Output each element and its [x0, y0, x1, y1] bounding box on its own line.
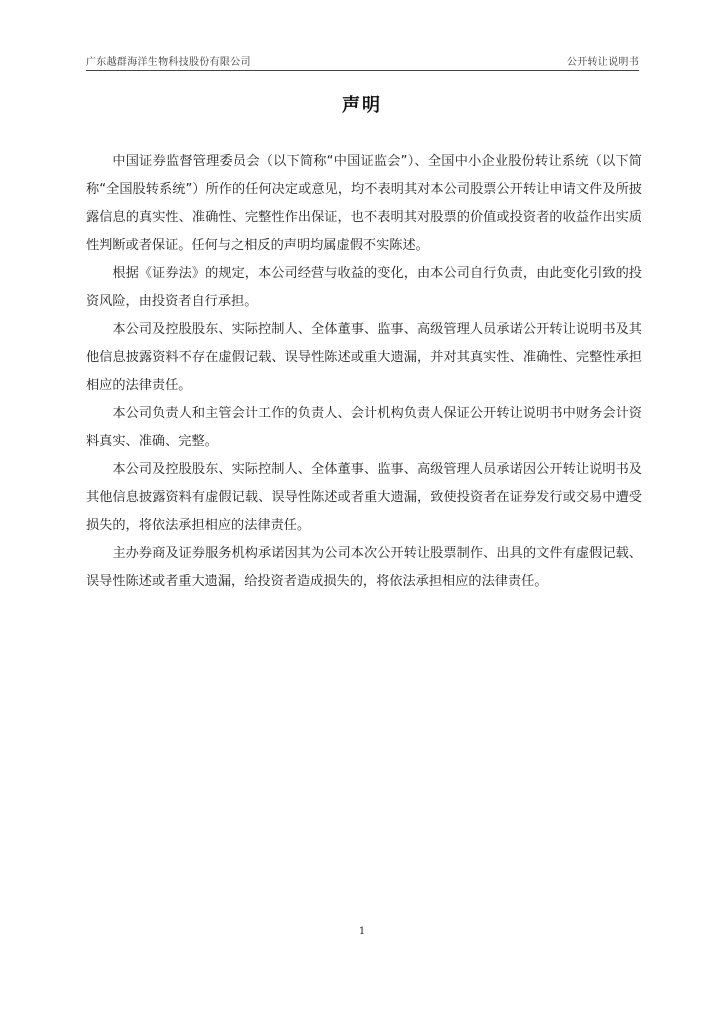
declaration-body	[86, 148, 642, 596]
paragraph-regulator-disclaimer: 中国证券监督管理委员会（以下简称“中国证监会”）、全国中小企业股份转让系统（以下简称“全国股转系统”）所作的任何决定或意见，均不表明其对本公司股票公开转让申请文件及所披露信息的真实性、准确性、完整性作出保证，也不表明其对股票的价值或投资者的收益作出实质性判断或者保证。任何与之相反的声明均属虚假不实陈述。	[86, 154, 642, 253]
page-title: 声明	[342, 95, 382, 116]
paragraph-securities-law: 根据《证券法》的规定，本公司经营与收益的变化，由本公司自行负责，由此变化引致的投资风险，由投资者自行承担。	[86, 266, 642, 309]
header-company-name: 广东越群海洋生物科技股份有限公司	[86, 57, 251, 68]
paragraph-liability-commitment: 本公司及控股股东、实际控制人、全体董事、监事、高级管理人员承诺因公开转让说明书及其他信息披露资料有虚假记载、误导性陈述或者重大遗漏，致使投资者在证券发行或交易中遭受损失的，将依法承担相应的法律责任。	[86, 462, 642, 533]
paragraph-broker-commitment: 主办券商及证券服务机构承诺因其为公司本次公开转让股票制作、出具的文件有虚假记载、误导性陈述或者重大遗漏，给投资者造成损失的，将依法承担相应的法律责任。	[86, 546, 642, 589]
paragraph-disclosure-commitment: 本公司及控股股东、实际控制人、全体董事、监事、高级管理人员承诺公开转让说明书及其他信息披露资料不存在虚假记载、误导性陈述或重大遗漏，并对其真实性、准确性、完整性承担相应的法律责任。	[86, 322, 642, 393]
page-number: 1	[358, 926, 366, 937]
page-header	[86, 50, 639, 71]
paragraph-financial-guarantee: 本公司负责人和主管会计工作的负责人、会计机构负责人保证公开转让说明书中财务会计资料真实、准确、完整。	[86, 406, 642, 449]
header-document-name: 公开转让说明书	[566, 57, 639, 68]
